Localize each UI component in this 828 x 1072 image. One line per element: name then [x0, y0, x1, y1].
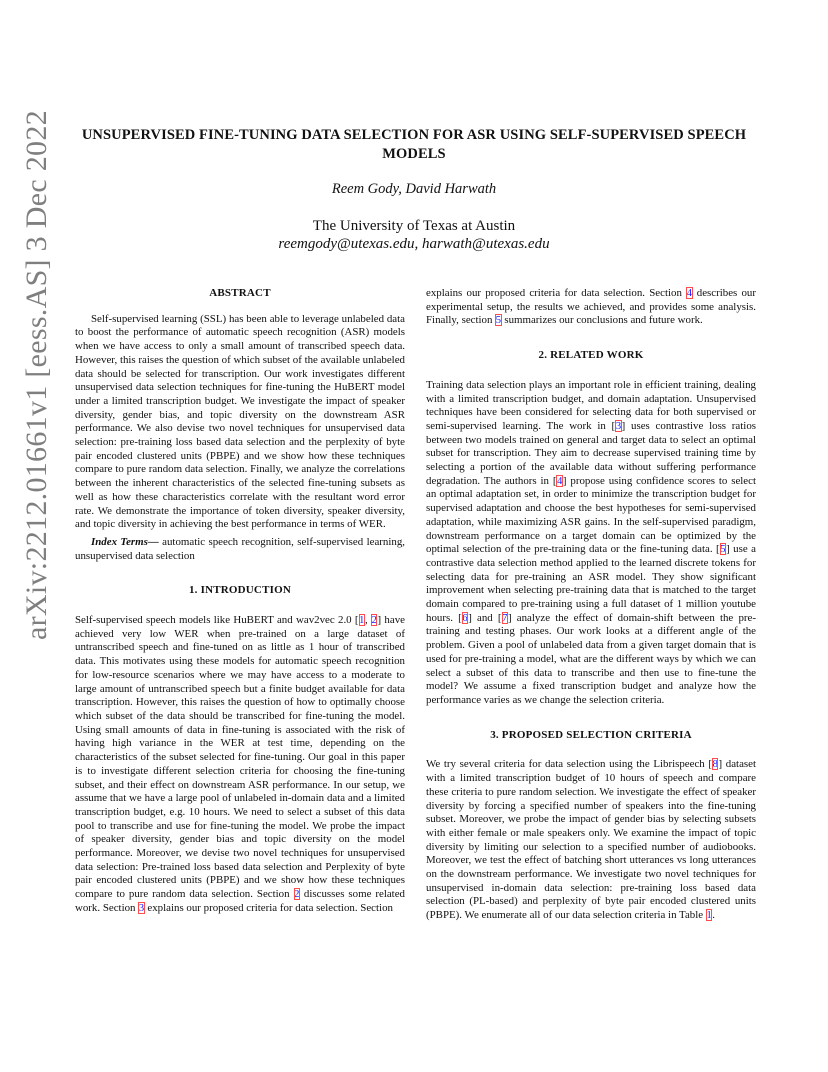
paper-title: UNSUPERVISED FINE-TUNING DATA SELECTION FOR ASR USING SELF-SUPERVISED SPEECH MODELS [81, 127, 747, 162]
index-terms [75, 536, 405, 563]
introduction-heading: 1. INTRODUCTION [188, 584, 291, 597]
arxiv-identifier: arXiv:2212.01661v1 [eess.AS] 3 Dec 2022 [20, 110, 53, 640]
index-terms-text: automatic speech recognition, self-supervised learning, unsupervised data selection [75, 535, 405, 562]
author-list: Reem Gody, David Harwath [331, 181, 497, 197]
abstract-heading: ABSTRACT [209, 287, 271, 299]
introduction-text: Self-supervised speech models like HuBERT and wav2vec 2.0 [1, 2] have achieved very low WER when pre-trained on a large dataset of untranscribed speech and fine-tuned on as little as 1 hour of transcribed data. This motivates using these models for automatic speech recognition for low-resource scenarios where we may have access to a moderate to large amount of untranscribed speech but a finite budget available for data transcription. However, this raises the question of how to optimally choose which subset of the data should be transcribed for fine-tuning the model. Using small amounts of data in fine-tuning is associated with the risk of having high variance in the WER at test time, depending on the characteristics of the subset selected for fine-tuning. Our goal in this paper is to investigate different selection criteria for choosing the fine-tuning subset, and their effect on downstream ASR performance. In our setup, we assume that we have a large pool of unlabeled in-domain data and a limited transcription budget, e.g. 10 hours. We need to select a subset of this data pool to transcribe and use for fine-tuning the model. We probe the impact of speaker diversity, gender bias and topic diversity on the model performance. Moreover, we devise two novel techniques for unsupervised data selection: Pre-trained loss based data selection and Perplexity of byte pair encoded clustered units (PBPE) and we show how these techniques compare to pure random data selection. Section 2 discusses some related work. Section 3 explains our proposed criteria for data selection. Section [75, 614, 405, 914]
introduction-text-continued: explains our proposed criteria for data selection. Section 4 describes our experimental setup, the results we achieved, and provides some analysis. Finally, section 5 summarizes our conclusions and future work. [426, 287, 756, 327]
affiliation: The University of Texas at Austin [312, 218, 516, 234]
related-work-text: Training data selection plays an important role in efficient training, dealing with a limited transcription budget, and domain adaptation. Unsupervised techniques have been considered for selecting data for both supervised or semi-supervised learning. The work in [3] uses contrastive loss ratios between two models trained on general and target data to select an optimal subset for transcription. They aim to decrease supervised training time by selecting a portion of the available data without suffering performance degradation. The authors in [4] propose using confidence scores to select an optimal adaptation set, in order to minimize the transcription budget for supervised adaptation and choose the best hypotheses for semi-supervised adaptation, while maximizing ASR gains. In the self-supervised paradigm, downstream performance on a target domain can be optimized by the optimal selection of the pre-training data or the fine-tuning data. [5] use a contrastive data selection method applied to the learned discrete tokens for selecting data for pre-training an ASR model. They show significant improvement when selecting pre-training data that is matched to the target domain compared to pre-training using a full dataset of 1 million youtube hours. [6] and [7] analyze the effect of domain-shift between the pre-training and testing phases. Our work looks at a different angle of the problem. Given a pool of unlabeled data from a given target domain that is used for pre-training a model, what are the different ways by which we can select a subset of this data to transcribe and then use to fine-tune the model? We assume a fixed transcription budget and analyze how the performance varies as we change the selection criteria. [426, 378, 756, 706]
related-work-heading: 2. RELATED WORK [538, 349, 644, 362]
left-column [75, 287, 405, 916]
citation-link[interactable]: 8 [712, 758, 718, 771]
section-link[interactable]: 5 [495, 314, 502, 327]
citation-link[interactable]: 7 [502, 611, 508, 624]
section-link[interactable]: 2 [294, 888, 300, 901]
right-column [426, 287, 756, 923]
section-link[interactable]: 3 [138, 901, 145, 914]
table-link[interactable]: 1 [706, 909, 712, 922]
abstract-text: Self-supervised learning (SSL) has been able to leverage unlabeled data to boost the performance of automatic speech recognition (ASR) models when we have access to only a small amount of transcribed speech data. However, this raises the question of which subset of the available unlabeled data should be selected for transcription. Our work investigates different unsupervised data selection techniques for fine-tuning the HuBERT model under a limited transcription budget. We investigate the impact of speaker diversity, gender bias, and topic diversity on the downstream ASR performance. We also devise two novel techniques for unsupervised data selection: pre-training loss based data selection and the perplexity of byte pair encoded clustered units (PBPE) and we show how these techniques compare to pure random data selection. Finally, we analyze the correlations between the inherent characteristics of the selected fine-tuning subsets as well as how these characteristics correlate with the resultant word error rate. We demonstrate the importance of token diversity, speaker diversity, and topic diversity in achieving the best performance in terms of WER. [75, 312, 405, 531]
proposed-criteria-heading: 3. PROPOSED SELECTION CRITERIA [490, 728, 692, 741]
citation-link[interactable]: 4 [556, 474, 563, 487]
citation-link[interactable]: 2 [371, 614, 377, 627]
author-emails: reemgody@utexas.edu, harwath@utexas.edu [278, 236, 550, 252]
citation-link[interactable]: 3 [615, 419, 622, 432]
proposed-criteria-text: We try several criteria for data selection using the Librispeech [8] dataset with a limited transcription budget of 10 hours of speech and compare these criteria to pure random selection. We investigate the effect of speaker diversity by forcing a specified number of speakers into the fine-tuning subset. Moreover, we probe the impact of gender bias by selecting subsets with either female or male speakers only. We examine the impact of topic diversity by limiting our selection to a specified number of audiobooks. Moreover, we test the effect of batching short utterances vs long utterances on the downstream performance. We investigate two novel techniques for unsupervised in-domain data selection: pre-training loss based data selection (PL-based) and perplexity of byte pair encoded clustered units (PBPE). We enumerate all of our data selection criteria in Table 1. [426, 758, 757, 922]
citation-link[interactable]: 5 [720, 543, 726, 556]
index-terms-label: Index Terms— [91, 535, 159, 548]
section-link[interactable]: 4 [686, 287, 693, 299]
citation-link[interactable]: 1 [359, 614, 365, 627]
affiliation-block [0, 217, 828, 253]
citation-link[interactable]: 6 [462, 611, 468, 624]
